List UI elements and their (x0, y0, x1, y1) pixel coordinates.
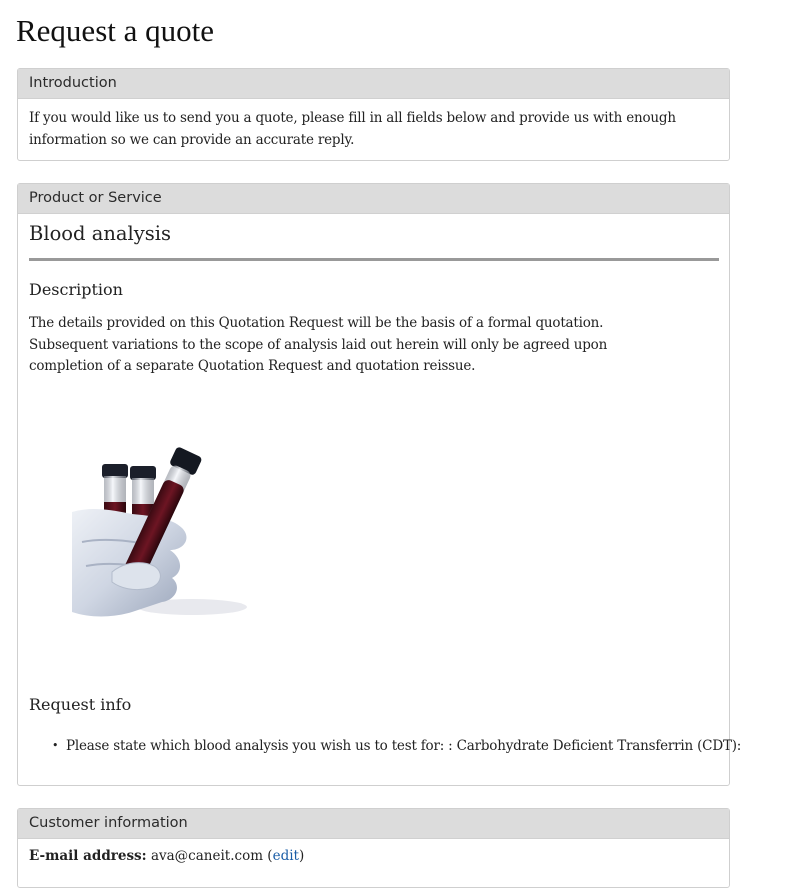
description-heading: Description (29, 280, 123, 299)
bullet-icon: • (52, 739, 59, 752)
product-title: Blood analysis (29, 222, 172, 245)
product-fieldset (17, 183, 742, 786)
email-label: E-mail address: (29, 848, 147, 864)
introduction-text: If you would like us to send you a quote, please fill in all fields below and provide us with enough information so we can provide an accurate reply. (29, 110, 676, 148)
customer-legend: Customer information (18, 809, 729, 839)
product-legend: Product or Service (18, 184, 729, 214)
page-title: Request a quote (16, 13, 215, 48)
introduction-fieldset (17, 68, 730, 161)
introduction-legend: Introduction (18, 69, 729, 99)
email-value: ava@caneit.com (150, 848, 263, 864)
blood-sample-tubes-image (72, 442, 250, 620)
request-info-item-text: Please state which blood analysis you wish us to test for: : Carbohydrate Deficient Transferrin (CDT): (66, 738, 742, 754)
edit-open-paren: ( (267, 848, 273, 864)
customer-email-line (29, 848, 304, 864)
customer-fieldset (17, 808, 730, 888)
request-info-heading: Request info (29, 695, 132, 714)
list-item (50, 736, 741, 756)
edit-email-link[interactable]: edit (272, 848, 299, 864)
edit-close-paren: ) (298, 848, 305, 864)
product-title-divider (29, 258, 719, 261)
description-text: The details provided on this Quotation Request will be the basis of a formal quotation. Subsequent variations to the scope of analysis laid out herein will only be agreed upon completion of a separate Quotation Request and quotation reissue. (29, 315, 608, 374)
request-info-list (50, 736, 741, 756)
